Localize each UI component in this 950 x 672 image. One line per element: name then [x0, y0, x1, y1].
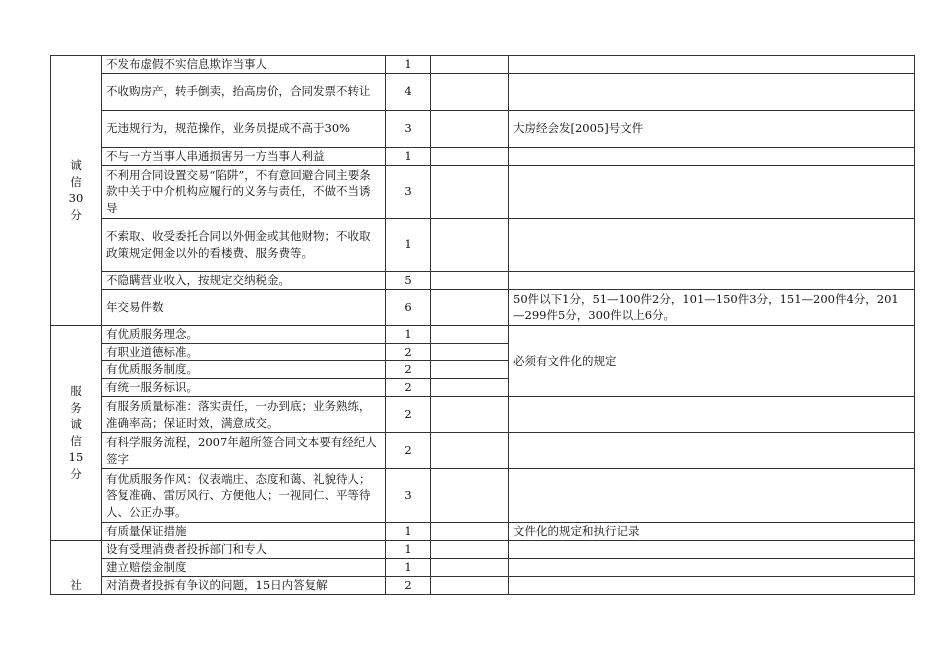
item-cell: 对消费者投拆有争议的问题，15日内答复解	[102, 576, 386, 594]
table-row	[51, 469, 915, 523]
note-cell	[509, 218, 915, 271]
item-cell: 建立赔偿金制度	[102, 559, 386, 577]
note-cell	[509, 469, 915, 523]
table-row	[51, 147, 915, 165]
score-cell: 3	[386, 165, 431, 218]
score-cell: 4	[386, 73, 431, 110]
table-row	[51, 559, 915, 577]
score-cell: 3	[386, 110, 431, 147]
check-cell	[431, 433, 509, 469]
item-cell: 有统一服务标识。	[102, 379, 386, 397]
item-cell: 不利用合同设置交易“陷阱”，不有意回避合同主要条款中关于中介机构应履行的义务与责任，不做不当诱导	[102, 165, 386, 218]
check-cell	[431, 56, 509, 74]
table-row	[51, 271, 915, 289]
table-row	[51, 433, 915, 469]
note-cell	[509, 559, 915, 577]
item-cell: 不与一方当事人串通损害另一方当事人利益	[102, 147, 386, 165]
score-cell: 2	[386, 433, 431, 469]
scoring-table	[50, 55, 915, 595]
note-cell	[509, 147, 915, 165]
score-cell: 3	[386, 469, 431, 523]
item-cell: 有优质服务制度。	[102, 361, 386, 379]
check-cell	[431, 110, 509, 147]
score-cell: 1	[386, 218, 431, 271]
check-cell	[431, 325, 509, 343]
table-row	[51, 325, 915, 343]
note-cell: 大房经会发[2005]号文件	[509, 110, 915, 147]
check-cell	[431, 379, 509, 397]
score-cell: 2	[386, 397, 431, 433]
note-cell	[509, 56, 915, 74]
category-cell: 社	[51, 541, 102, 595]
score-cell: 1	[386, 523, 431, 541]
score-cell: 2	[386, 576, 431, 594]
note-cell	[509, 541, 915, 559]
item-cell: 有优质服务理念。	[102, 325, 386, 343]
check-cell	[431, 523, 509, 541]
table-row	[51, 397, 915, 433]
score-cell: 1	[386, 541, 431, 559]
score-cell: 5	[386, 271, 431, 289]
item-cell: 有职业道德标准。	[102, 343, 386, 361]
score-cell: 1	[386, 325, 431, 343]
check-cell	[431, 289, 509, 325]
note-cell	[509, 576, 915, 594]
table-row	[51, 541, 915, 559]
score-cell: 2	[386, 361, 431, 379]
table-row	[51, 289, 915, 325]
note-cell	[509, 433, 915, 469]
table-row	[51, 56, 915, 74]
note-cell	[509, 271, 915, 289]
item-cell: 设有受理消费者投拆部门和专人	[102, 541, 386, 559]
score-cell: 6	[386, 289, 431, 325]
category-cell: 诚 信 30 分	[51, 56, 102, 326]
note-cell: 50件以下1分，51—100件2分，101—150件3分，151—200件4分，201—299件5分，300件以上6分。	[509, 289, 915, 325]
score-cell: 1	[386, 147, 431, 165]
note-cell: 文件化的规定和执行记录	[509, 523, 915, 541]
note-cell	[509, 73, 915, 110]
item-cell: 有优质服务作风：仪表端庄、态度和蔼、礼貌待人；答复准确、雷厉风行、方便他人；一视同仁、平等待人、公正办事。	[102, 469, 386, 523]
score-cell: 1	[386, 559, 431, 577]
item-cell: 无违规行为，规范操作，业务员提成不高于30%	[102, 110, 386, 147]
table-row	[51, 165, 915, 218]
score-cell: 2	[386, 343, 431, 361]
check-cell	[431, 469, 509, 523]
item-cell: 不发布虚假不实信息欺诈当事人	[102, 56, 386, 74]
note-cell	[509, 165, 915, 218]
check-cell	[431, 218, 509, 271]
table-row	[51, 523, 915, 541]
table-row	[51, 218, 915, 271]
item-cell: 不隐瞒营业收入，按规定交纳税金。	[102, 271, 386, 289]
check-cell	[431, 576, 509, 594]
check-cell	[431, 397, 509, 433]
item-cell: 不索取、收受委托合同以外佣金或其他财物；不收取政策规定佣金以外的看楼费、服务费等。	[102, 218, 386, 271]
check-cell	[431, 73, 509, 110]
table-row	[51, 110, 915, 147]
check-cell	[431, 343, 509, 361]
category-cell: 服 务 诚 信 15 分	[51, 325, 102, 541]
item-cell: 有质量保证措施	[102, 523, 386, 541]
score-cell: 1	[386, 56, 431, 74]
check-cell	[431, 541, 509, 559]
item-cell: 有服务质量标准：落实责任，一办到底；业务熟练，准确率高；保证时效，满意成交。	[102, 397, 386, 433]
item-cell: 不收购房产，转手倒卖，抬高房价，合同发票不转让	[102, 73, 386, 110]
note-cell: 必须有文件化的规定	[509, 325, 915, 397]
check-cell	[431, 165, 509, 218]
score-cell: 2	[386, 379, 431, 397]
note-cell	[509, 397, 915, 433]
item-cell: 年交易件数	[102, 289, 386, 325]
check-cell	[431, 559, 509, 577]
item-cell: 有科学服务流程，2007年超所签合同文本要有经纪人签字	[102, 433, 386, 469]
check-cell	[431, 147, 509, 165]
check-cell	[431, 271, 509, 289]
table-row	[51, 576, 915, 594]
table-row	[51, 73, 915, 110]
check-cell	[431, 361, 509, 379]
